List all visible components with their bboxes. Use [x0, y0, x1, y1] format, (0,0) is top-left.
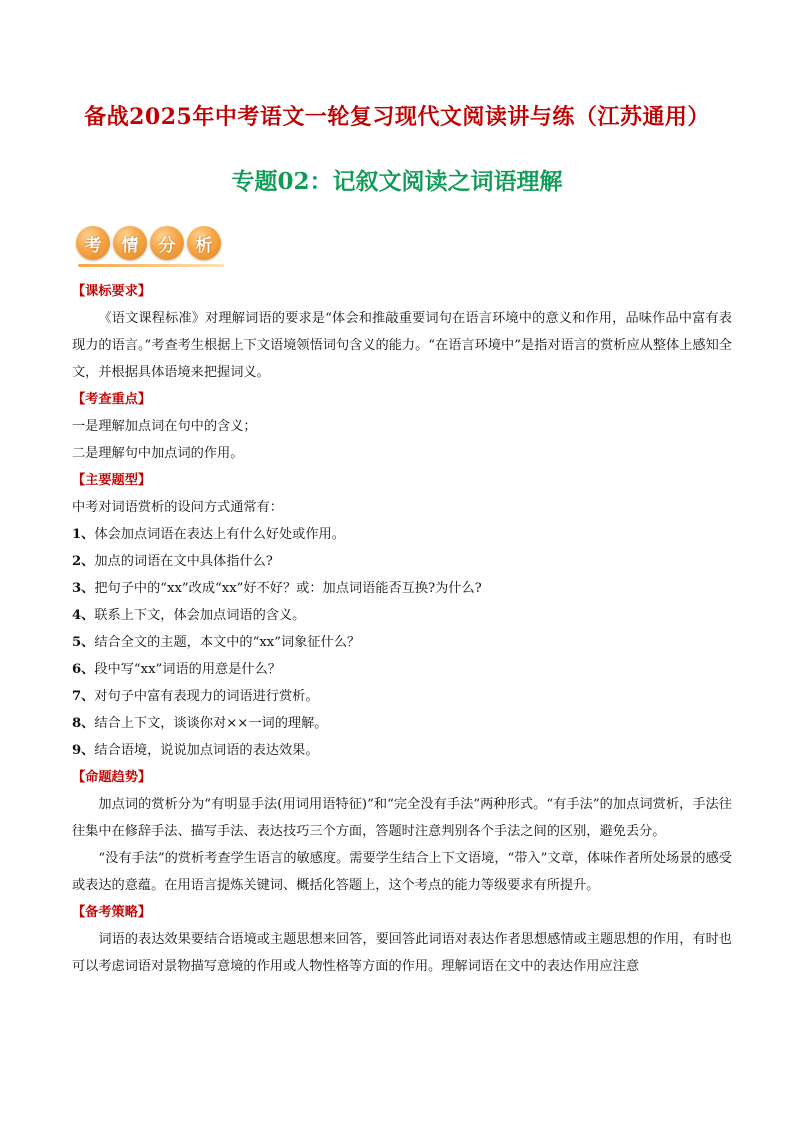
list-item-number: 1、 — [72, 527, 95, 542]
list-item — [72, 629, 732, 656]
document-body — [72, 278, 732, 980]
list-item-number: 8、 — [72, 716, 95, 731]
list-item-number: 9、 — [72, 743, 95, 758]
trend-paragraph-2: “没有手法”的赏析考查学生语言的敏感度。需要学生结合上下文语境，“带入”文章，体味作者所处场景的感受或表达的意蕴。在用语言提炼关键词、概括化答题上，这个考点的能力等级要求有所提升。 — [72, 851, 732, 893]
section-heading-trend: 【命题趋势】 — [72, 770, 152, 785]
list-item-number: 4、 — [72, 608, 95, 623]
list-item-number: 3、 — [72, 581, 95, 596]
list-item — [72, 602, 732, 629]
list-item-text: 加点的词语在文中具体指什么? — [94, 554, 273, 569]
list-item-text: 把句子中的“xx”改成“xx”好不好？或：加点词语能否互换?为什么? — [94, 581, 482, 596]
exam-analysis-badge — [76, 222, 236, 266]
list-item-number: 2、 — [72, 554, 95, 569]
list-item — [72, 710, 732, 737]
list-item — [72, 683, 732, 710]
trend-paragraph-1: 加点词的赏析分为“有明显手法(用词用语特征)”和“完全没有手法”两种形式。“有手法”的加点词赏析，手法往往集中在修辞手法、描写手法、表达技巧三个方面，答题时注意判别各个手法之间的区别，避免丢分。 — [72, 797, 732, 839]
list-item — [72, 656, 732, 683]
section-heading-focus: 【考查重点】 — [72, 392, 152, 407]
focus-line-1: 一是理解加点词在句中的含义； — [72, 419, 257, 434]
document-title: 备战2025年中考语文一轮复习现代文阅读讲与练（江苏通用） — [84, 104, 710, 130]
section-heading-requirement: 【课标要求】 — [72, 284, 152, 299]
badge-char-1: 考 — [76, 226, 110, 260]
list-item-text: 对句子中富有表现力的词语进行赏析。 — [94, 689, 319, 704]
document-subtitle: 专题02：记叙文阅读之词语理解 — [231, 168, 563, 195]
badge-char-4: 析 — [187, 226, 221, 260]
list-item-text: 段中写“xx”词语的用意是什么？ — [94, 662, 281, 677]
list-item-text: 结合全文的主题，本文中的“xx”词象征什么？ — [94, 635, 361, 650]
list-item-text: 结合上下文，谈谈你对××一词的理解。 — [94, 716, 328, 731]
list-item-number: 5、 — [72, 635, 95, 650]
list-item — [72, 737, 732, 764]
list-item — [72, 548, 732, 575]
focus-line-2: 二是理解句中加点词的作用。 — [72, 446, 244, 461]
list-item-number: 7、 — [72, 689, 95, 704]
list-item — [72, 575, 732, 602]
list-item — [72, 521, 732, 548]
list-item-number: 6、 — [72, 662, 95, 677]
section-heading-strategy: 【备考策略】 — [72, 905, 152, 920]
list-item-text: 结合语境，说说加点词语的表达效果。 — [94, 743, 319, 758]
section-heading-types: 【主要题型】 — [72, 473, 152, 488]
badge-char-2: 情 — [113, 226, 147, 260]
list-item-text: 联系上下文，体会加点词语的含义。 — [94, 608, 306, 623]
requirement-paragraph: 《语文课程标准》对理解词语的要求是“体会和推敲重要词句在语言环境中的意义和作用，品味作品中富有表现力的语言。”考查考生根据上下文语境领悟词句含义的能力。“在语言环境中”是指对语言的赏析应从整体上感知全文，并根据具体语境来把握词义。 — [72, 311, 732, 380]
types-intro: 中考对词语赏析的设问方式通常有： — [72, 500, 283, 515]
badge-underline — [78, 264, 224, 267]
strategy-paragraph: 词语的表达效果要结合语境或主题思想来回答，要回答此词语对表达作者思想感情或主题思想的作用，有时也可以考虑词语对景物描写意境的作用或人物性格等方面的作用。理解词语在文中的表达作用应注意 — [72, 932, 732, 974]
list-item-text: 体会加点词语在表达上有什么好处或作用。 — [94, 527, 345, 542]
badge-char-3: 分 — [150, 226, 184, 260]
